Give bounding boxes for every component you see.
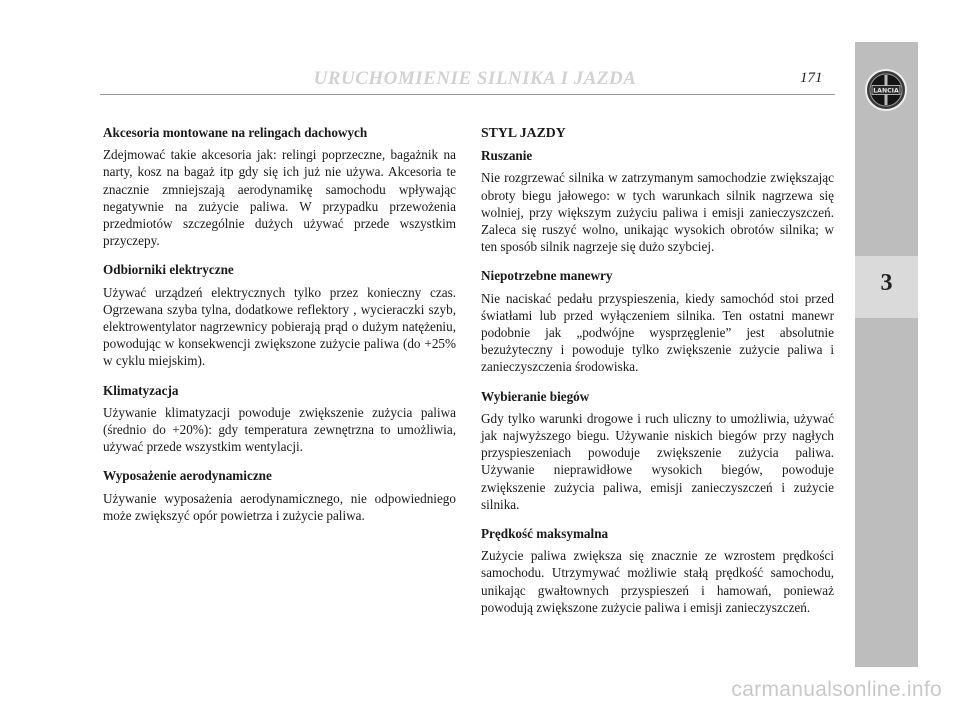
page-header-title: URUCHOMIENIE SILNIKA I JAZDA	[313, 68, 637, 89]
section-text: Używać urządzeń elektrycznych tylko przez konieczny czas. Ogrzewana szyba tylna, dodatkowe reflektory , wycieraczki szyb, elektrowentylator nagrzewnicy pobierają prąd o dużym natężeniu, powodując w konsekwencji zwiększone zużycie paliwa (do +25% w cyklu miejskim).	[103, 284, 456, 369]
left-column	[103, 124, 456, 536]
logo-text: LANCIA	[873, 87, 899, 95]
section-heading: Ruszanie	[481, 148, 533, 164]
section-air-conditioning	[103, 382, 456, 456]
section-text: Gdy tylko warunki drogowe i ruch uliczny to umożliwia, używać jak najwyższego biegu. Używanie niskich biegów przy nagłych przyspieszeniach powoduje zwiększenie zużycia paliwa. Używanie nieprawidłowe wysokich biegów, powoduje zwiększenie zużycia paliwa, emisji zanieczyszczeń i zużycie silnika.	[481, 410, 834, 512]
section-heading: Prędkość maksymalna	[481, 526, 609, 542]
watermark: carmanualsonline.info	[731, 678, 942, 701]
chapter-tab[interactable]	[855, 256, 918, 318]
section-roof-accessories	[103, 124, 456, 249]
section-aerodynamic-equipment	[103, 467, 456, 524]
section-text: Zdejmować takie akcesoria jak: relingi poprzeczne, bagażnik na narty, kosz na bagaż itp gdy się ich już nie używa. Akcesoria te znacznie zmniejszają aerodynamikę samochodu wpływając negatywnie na zużycie paliwa. W przypadku przewożenia przedmiotów szczególnie dużych używać przede wszystkim przyczepy.	[103, 147, 456, 249]
chapter-tab-number: 3	[880, 270, 893, 296]
section-text: Nie naciskać pedału przyspieszenia, kiedy samochód stoi przed światłami lub przed wyłączeniem silnika. Ten ostatni manewr podobnie jak „podwójne wysprzęglenie” jest absolutnie bezużyteczny i powoduje tylko zwiększenie zużycie paliwa i zanieczyszczenia środowiska.	[481, 290, 834, 375]
page-number: 171	[800, 70, 823, 86]
main-heading: STYL JAZDY	[481, 125, 566, 140]
section-heading: Wybieranie biegów	[481, 388, 590, 404]
section-max-speed	[481, 525, 834, 616]
lancia-logo-icon	[864, 68, 908, 112]
section-heading: Wyposażenie aerodynamiczne	[103, 468, 272, 484]
right-column	[481, 124, 834, 628]
section-unnecessary-manoeuvres	[481, 267, 834, 375]
section-starting	[481, 147, 834, 255]
section-text: Zużycie paliwa zwiększa się znacznie ze wzrostem prędkości samochodu. Utrzymywać możliwie stałą prędkość samochodu, unikając gwałtownych przyspieszeń i hamowań, ponieważ powodują zwiększone zużycie paliwa i emisji zanieczyszczeń.	[481, 548, 834, 615]
section-electrical-devices	[103, 261, 456, 369]
section-text: Nie rozgrzewać silnika w zatrzymanym samochodzie zwiększając obroty biegu jałowego: w tych warunkach silnik nagrzewa się wolniej, przy większym zużyciu paliwa i emisji zanieczyszczeń. Zaleca się ruszyć wolno, unikając wysokich obrotów silnika; w ten sposób silnik nagrzeje się dużo szybciej.	[481, 170, 834, 255]
section-heading: Niepotrzebne manewry	[481, 268, 613, 284]
header-divider	[100, 94, 835, 95]
section-heading: Akcesoria montowane na relingach dachowych	[103, 125, 368, 140]
section-text: Używanie klimatyzacji powoduje zwiększenie zużycia paliwa (średnio do +20%): gdy temperatura zewnętrzna to umożliwia, używać przede wszystkim wentylacji.	[103, 404, 456, 455]
chapter-sidebar	[855, 42, 918, 667]
section-heading: Odbiorniki elektryczne	[103, 262, 234, 278]
section-text: Używanie wyposażenia aerodynamicznego, nie odpowiedniego może zwiększyć opór powietrza i zużycie paliwa.	[103, 490, 456, 523]
section-heading: Klimatyzacja	[103, 382, 179, 398]
section-gear-selection	[481, 388, 834, 513]
